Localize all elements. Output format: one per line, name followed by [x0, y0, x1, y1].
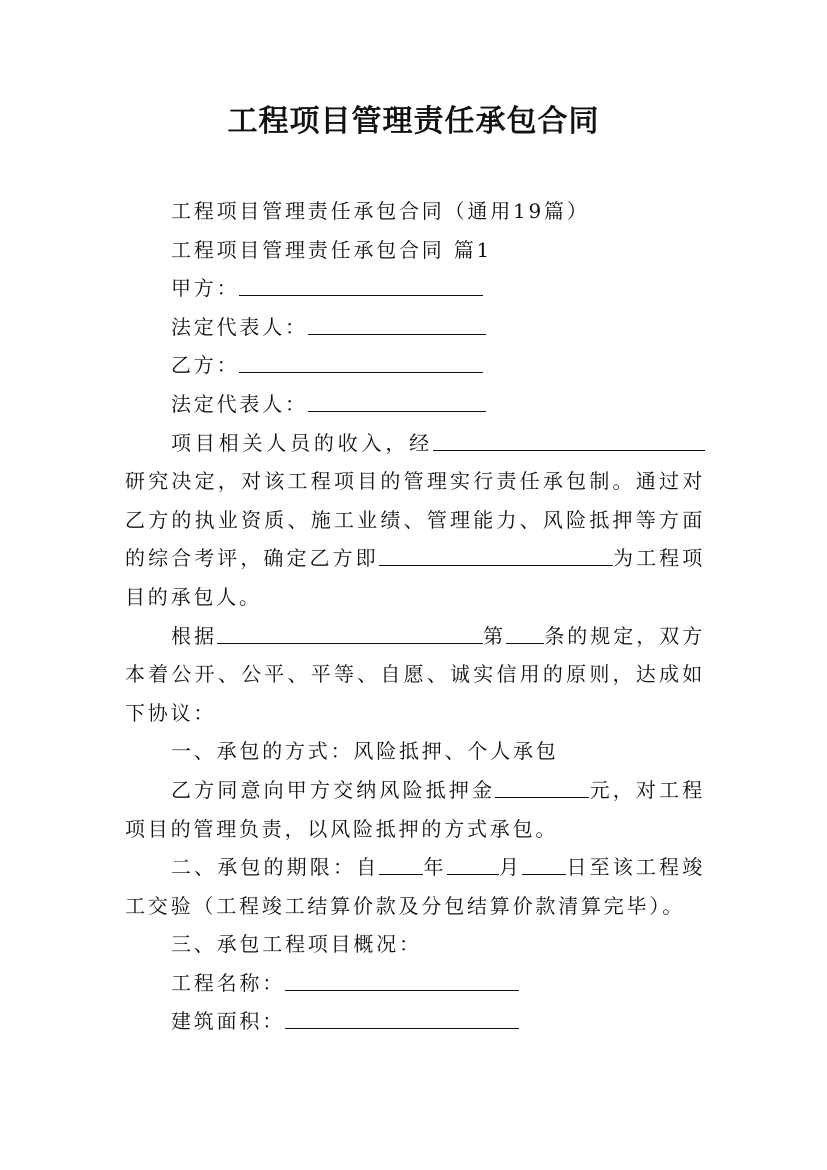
document-body [125, 192, 705, 1041]
law-name-blank[interactable] [217, 623, 483, 644]
party-a-line: 甲方： [125, 269, 705, 308]
subtitle: 工程项目管理责任承包合同（通用19篇） [171, 199, 590, 223]
building-area-line: 建筑面积： [125, 1002, 705, 1041]
paragraph-deposit: 乙方同意向甲方交纳风险抵押金 元，对工程项目的管理负责，以风险抵押的方式承包。 [125, 777, 706, 841]
day-blank[interactable] [522, 854, 566, 875]
party-b-rep-line: 法定代表人： [125, 385, 705, 424]
party-b-line: 乙方： [125, 346, 705, 385]
project-name-blank[interactable] [285, 970, 519, 991]
party-a-rep-line: 法定代表人： [125, 308, 705, 347]
section-1-heading: 一、承包的方式：风险抵押、个人承包 [171, 739, 559, 764]
party-a-blank[interactable] [239, 275, 483, 296]
section-3-heading: 三、承包工程项目概况： [171, 932, 422, 957]
project-name-line: 工程名称： [125, 964, 705, 1003]
paragraph-contract-basis: 项目相关人员的收入，经研究决定，对该工程项目的管理实行责任承包制。通过对乙方的执业资质、施工业绩、管理能力、风险抵押等方面的综合考评，确定乙方即 为工程项目的承包人。 [125, 430, 705, 609]
building-area-blank[interactable] [285, 1008, 519, 1029]
document-title: 工程项目管理责任承包合同 [227, 104, 600, 139]
party-b-rep-blank[interactable] [308, 391, 486, 412]
contractor-name-blank[interactable] [379, 545, 613, 566]
paragraph-legal-basis: 根据 第 条的规定，双方本着公开、公平、平等、自愿、诚实信用的原则，达成如下协议： [125, 623, 705, 725]
party-a-rep-blank[interactable] [308, 314, 486, 335]
article-number-blank[interactable] [506, 623, 544, 644]
year-blank[interactable] [379, 854, 423, 875]
chapter-heading: 工程项目管理责任承包合同 篇1 [171, 237, 493, 262]
month-blank[interactable] [447, 854, 499, 875]
section-2-period: 二、承包的期限：自 年 月 日至该工程竣工交验（工程竣工结算价款及分包结算价款清算完毕）。 [125, 855, 705, 918]
approval-body-blank[interactable] [433, 430, 705, 451]
deposit-amount-blank[interactable] [495, 777, 589, 798]
party-b-blank[interactable] [239, 352, 483, 373]
